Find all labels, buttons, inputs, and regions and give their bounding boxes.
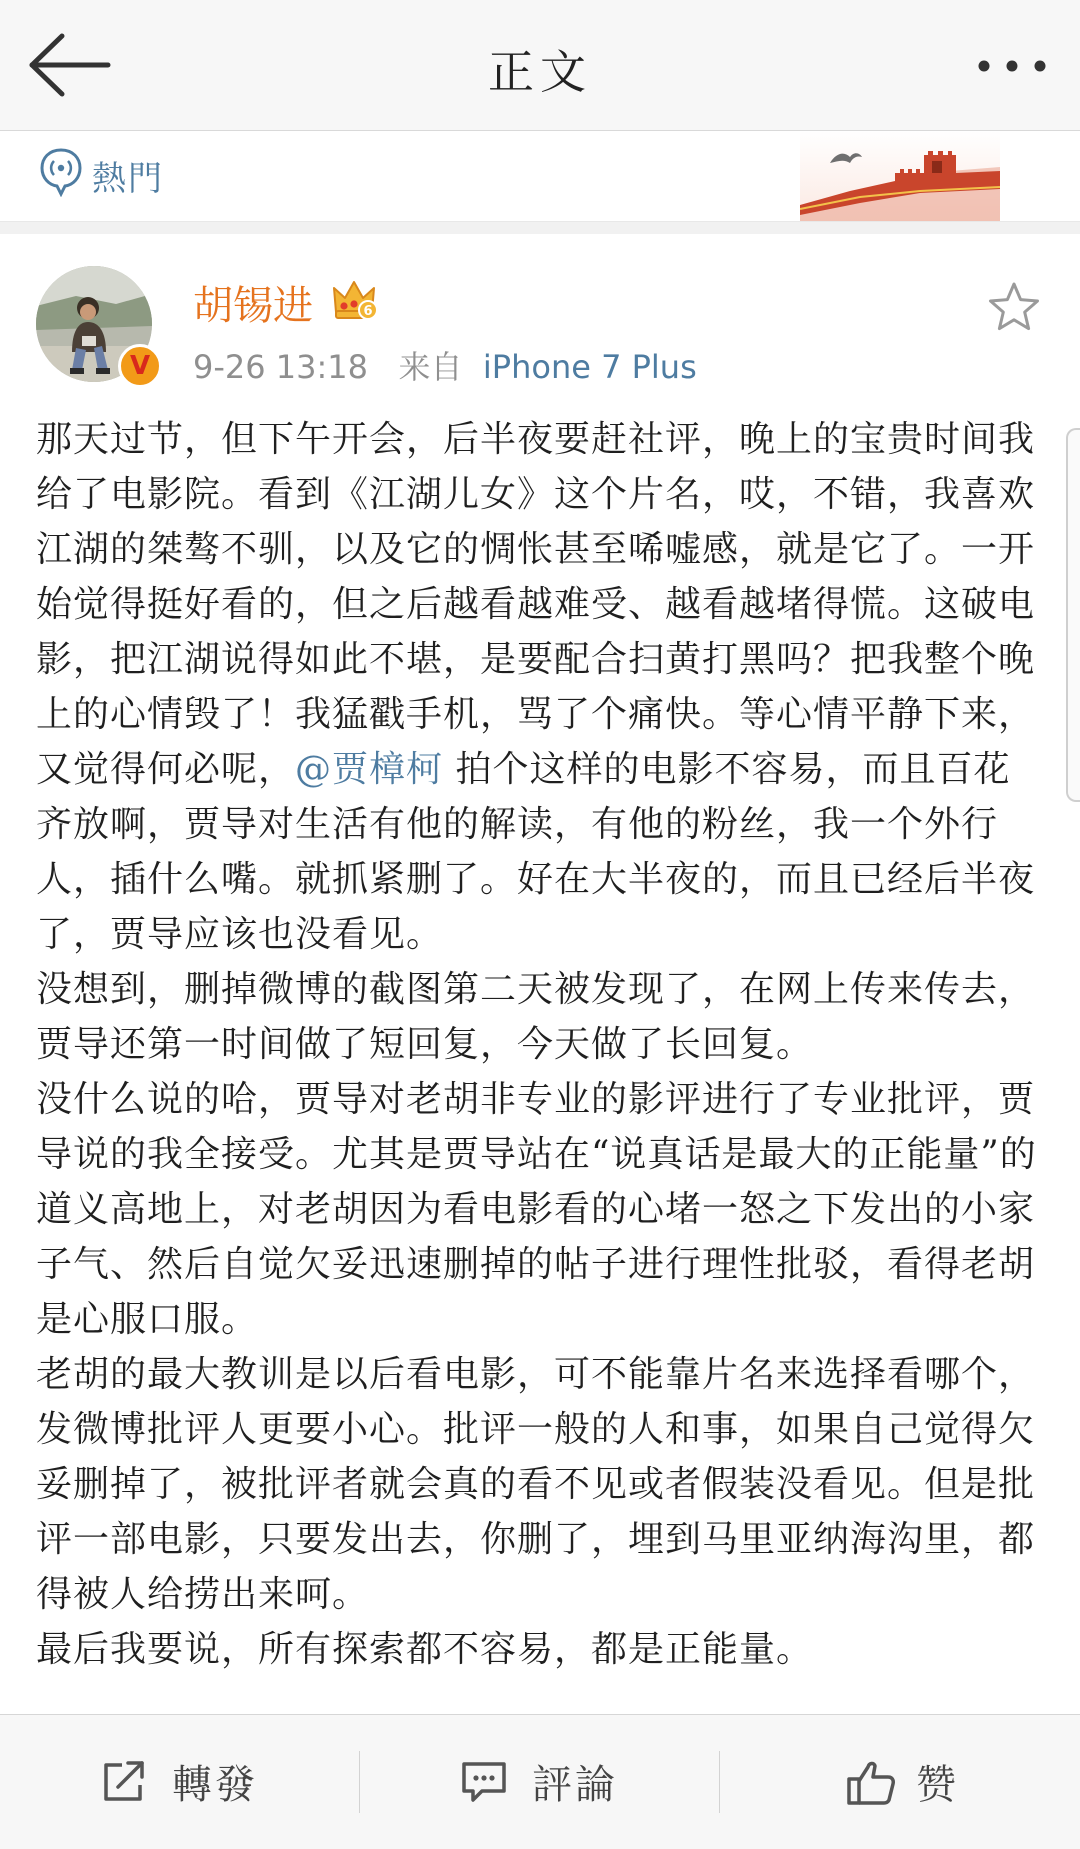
post-paragraph: 老胡的最大教训是以后看电影，可不能靠片名来选择看哪个，发微博批评人更要小心。批评一般的人和事，如果自己觉得欠妥删掉了，被批评者就会真的看不见或者假装没看见。但是批评一部电影，只要发出去，你删了，埋到马里亚纳海沟里，都得被人给捞出来呵。 xyxy=(36,1354,1036,1615)
bottom-toolbar xyxy=(0,1714,1080,1849)
vip-crown-icon xyxy=(330,276,378,322)
post-meta xyxy=(193,342,697,388)
post-time: 9-26 13:18 xyxy=(193,348,369,386)
comment-icon xyxy=(460,1759,508,1805)
more-dots-icon xyxy=(962,36,1062,96)
repost-label: 轉發 xyxy=(172,1762,258,1808)
more-button[interactable] xyxy=(962,36,1062,96)
svg-text:6: 6 xyxy=(363,304,373,319)
verified-badge-icon: V xyxy=(118,344,162,388)
thumbs-up-icon xyxy=(846,1759,896,1807)
like-label: 赞 xyxy=(916,1762,959,1808)
post-paragraph: 最后我要说，所有探索都不容易，都是正能量。 xyxy=(36,1629,814,1670)
post-body xyxy=(36,412,1046,1677)
page-title: 正文 xyxy=(488,45,592,99)
author-name[interactable]: 胡锡进 xyxy=(193,283,313,329)
post-source[interactable]: iPhone 7 Plus xyxy=(482,348,697,386)
hot-topic-bar[interactable] xyxy=(0,131,1080,222)
favorite-button[interactable] xyxy=(986,280,1042,334)
post-paragraph: 没什么说的哈，贾导对老胡非专业的影评进行了专业批评，贾导说的我全接受。尤其是贾导站在“说真话是最大的正能量”的道义高地上，对老胡因为看电影看的心堵一怒之下发出的小家子气、然后自觉欠妥迅速删掉的帖子进行理性批驳，看得老胡是心服口服。 xyxy=(36,1079,1037,1340)
mention-link[interactable]: @贾樟柯 xyxy=(295,749,444,790)
comment-label: 評論 xyxy=(532,1762,618,1808)
star-icon xyxy=(986,280,1042,334)
repost-icon xyxy=(100,1759,148,1805)
top-navbar xyxy=(0,0,1080,131)
comment-button[interactable] xyxy=(360,1715,718,1849)
section-divider xyxy=(0,222,1080,234)
from-label: 来自 xyxy=(398,348,463,386)
post-paragraph: 没想到，删掉微博的截图第二天被发现了，在网上传来传去，贾导还第一时间做了短回复，今天做了长回复。 xyxy=(36,969,1036,1065)
post-text: 拍个这样的电影不容易，而且百花齐放啊，贾导对生活有他的解读，有他的粉丝，我一个外行人，插什么嘴。就抓紧删了。好在大半夜的，而且已经后半夜了，贾导应该也没看见。 xyxy=(36,749,1036,955)
hot-topic-icon xyxy=(38,147,84,197)
post-text: 那天过节，但下午开会，后半夜要赶社评，晚上的宝贵时间我给了电影院。看到《江湖儿女》这个片名，哎，不错，我喜欢江湖的桀骜不驯，以及它的惆怅甚至唏嘘感，就是它了。一开始觉得挺好看的，但之后越看越难受、越看越堵得慌。这破电影，把江湖说得如此不堪，是要配合扫黄打黑吗？把我整个晚上的心情毁了！我猛戳手机，骂了个痛快。等心情平静下来，又觉得何必呢， xyxy=(36,419,1036,790)
repost-button[interactable] xyxy=(0,1715,358,1849)
post-paragraph xyxy=(36,412,1046,962)
great-wall-banner xyxy=(800,131,1000,221)
like-button[interactable] xyxy=(720,1715,1078,1849)
hot-topic-label: 熱門 xyxy=(92,159,164,199)
scroll-indicator[interactable] xyxy=(1066,428,1080,802)
